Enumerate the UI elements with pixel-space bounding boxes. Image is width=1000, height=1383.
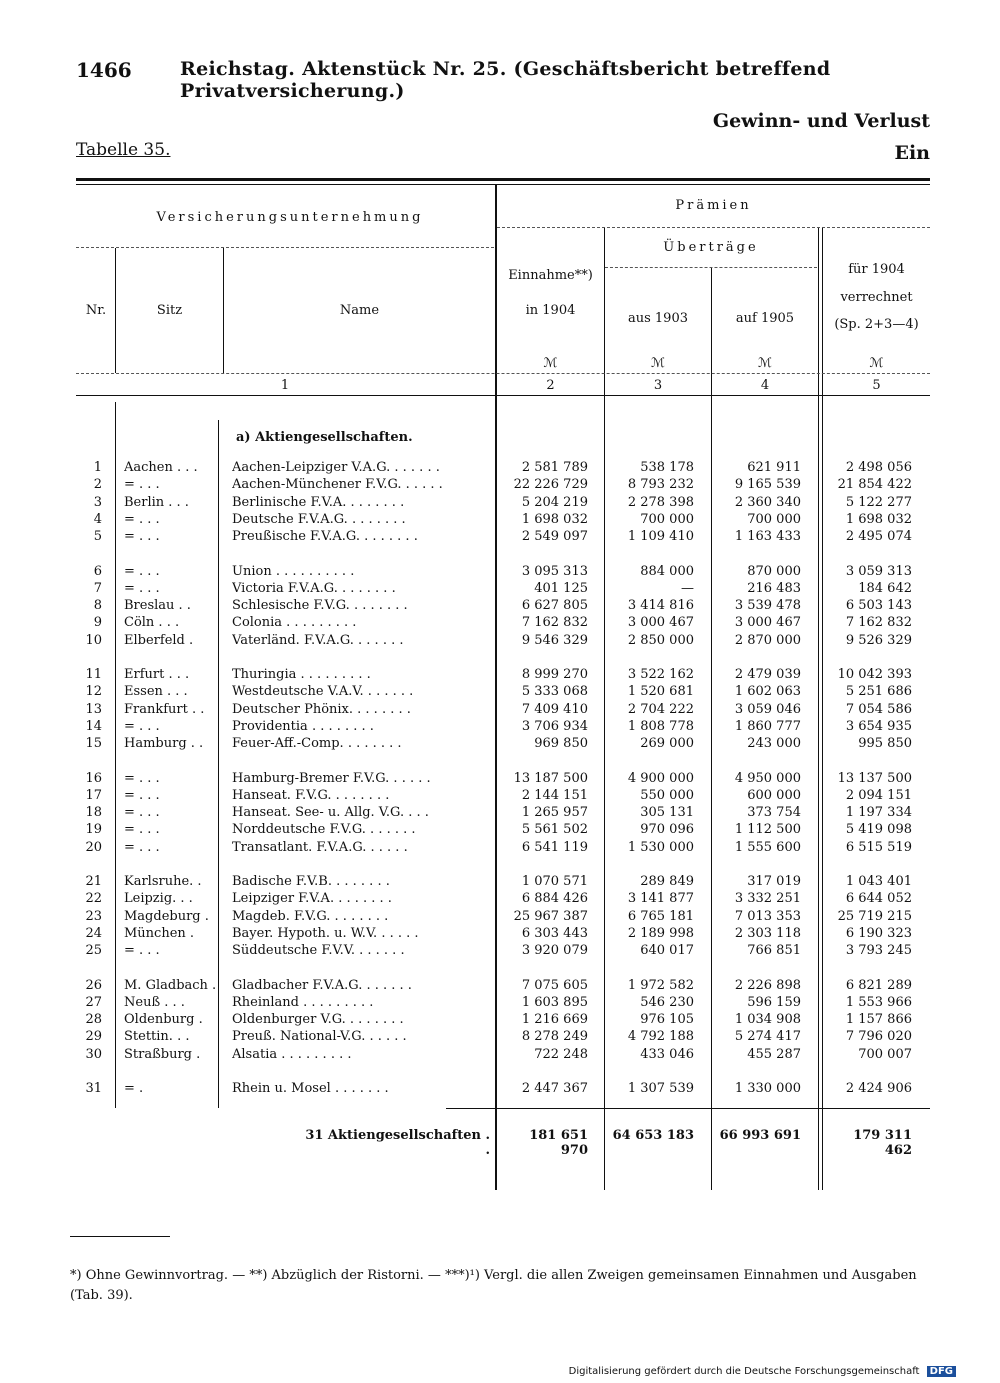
- header-auf: auf 1905: [735, 311, 795, 326]
- table-top-rule: [76, 178, 930, 181]
- cell-v4: 596 159: [747, 994, 801, 1010]
- cell-name: Thuringia . . . . . . . . .: [232, 667, 371, 682]
- cell-v2: 401 125: [534, 580, 588, 596]
- cell-v2: 7 409 410: [521, 701, 588, 717]
- cell-name: Victoria F.V.A.G. . . . . . . .: [232, 580, 396, 596]
- cell-v4: 317 019: [747, 874, 801, 889]
- cell-nr: 24: [85, 925, 102, 941]
- cell-v5: 1 157 866: [845, 1012, 912, 1028]
- cell-nr: 25: [85, 943, 102, 959]
- cell-v2: 9 546 329: [521, 632, 588, 648]
- cell-sitz: Leipzig. . .: [124, 891, 193, 907]
- total-einnahme: 181 651 970: [529, 1128, 588, 1158]
- cell-v2: 7 162 832: [521, 615, 588, 631]
- total-label: 31 Aktiengesellschaften . .: [305, 1128, 490, 1158]
- cell-sitz: Stettin. . .: [124, 1029, 190, 1045]
- cell-sitz: = . . .: [124, 718, 160, 734]
- cell-name: Rhein u. Mosel . . . . . . .: [232, 1081, 389, 1096]
- cell-v2: 722 248: [534, 1046, 588, 1062]
- table-row: [0, 684, 1000, 701]
- header-name: Name: [339, 303, 380, 318]
- cell-sitz: = . . .: [124, 511, 160, 527]
- cell-v5: 5 122 277: [845, 494, 912, 510]
- cell-v5: 995 850: [858, 736, 912, 752]
- cell-v4: 2 479 039: [734, 667, 801, 682]
- cell-v4: 216 483: [747, 580, 801, 596]
- cell-v2: 5 204 219: [521, 494, 588, 510]
- cell-v5: 21 854 422: [837, 477, 912, 493]
- table-row: [0, 512, 1000, 529]
- col-number-4: 4: [760, 378, 770, 393]
- cell-v5: 1 698 032: [845, 511, 912, 527]
- cell-name: Bayer. Hypoth. u. W.V. . . . . .: [232, 925, 419, 941]
- cell-v5: 13 137 500: [837, 770, 912, 786]
- cell-v5: 184 642: [858, 580, 912, 596]
- cell-name: Oldenburger V.G. . . . . . . .: [232, 1012, 404, 1028]
- cell-sitz: M. Gladbach .: [124, 977, 216, 993]
- cell-v4: 600 000: [747, 787, 801, 803]
- cell-v3: 3 522 162: [627, 667, 694, 682]
- total-aus: 64 653 183: [612, 1128, 694, 1143]
- footnote: *) Ohne Gewinnvortrag. — **) Abzüglich der Ristorni. — ***)¹) Vergl. die allen Zweigen gemeinsamen Einnahmen und Ausgaben (Tab. 39).: [70, 1268, 917, 1303]
- cell-v2: 1 603 895: [521, 994, 588, 1010]
- cell-v3: 6 765 181: [627, 908, 694, 924]
- dfg-logo: DFG: [927, 1366, 956, 1377]
- cell-sitz: = . . .: [124, 805, 160, 821]
- cell-v2: 1 265 957: [521, 805, 588, 821]
- cell-name: Berlinische F.V.A. . . . . . . .: [232, 494, 405, 510]
- cell-nr: 18: [85, 805, 102, 821]
- cell-v2: 3 920 079: [521, 943, 588, 959]
- cell-v3: 640 017: [640, 943, 694, 959]
- table-row: [0, 771, 1000, 788]
- cell-nr: 5: [93, 529, 102, 545]
- cell-nr: 17: [85, 787, 102, 803]
- cell-v5: 2 424 906: [845, 1081, 912, 1096]
- cell-v2: 2 549 097: [521, 529, 588, 545]
- divider: [497, 227, 930, 228]
- table-row: [0, 581, 1000, 598]
- cell-v5: 2 495 074: [845, 529, 912, 545]
- cell-name: Deutsche F.V.A.G. . . . . . . .: [232, 511, 406, 527]
- cell-sitz: = .: [124, 1081, 144, 1096]
- cell-name: Alsatia . . . . . . . . .: [232, 1046, 352, 1062]
- col-number-2: 2: [546, 378, 555, 393]
- cell-v5: 1 197 334: [845, 805, 912, 821]
- table-row: [0, 822, 1000, 839]
- cell-v5: 1 043 401: [845, 874, 912, 889]
- cell-name: Union . . . . . . . . . .: [232, 563, 355, 579]
- cell-sitz: Magdeburg .: [124, 908, 209, 924]
- unit-3: ℳ: [651, 356, 665, 371]
- cell-nr: 29: [85, 1029, 102, 1045]
- cell-name: Norddeutsche F.V.G. . . . . . .: [232, 822, 416, 838]
- cell-v5: 6 515 519: [845, 839, 912, 855]
- cell-name: Rheinland . . . . . . . . .: [232, 994, 374, 1010]
- cell-v3: 1 109 410: [627, 529, 694, 545]
- cell-v3: 1 972 582: [627, 977, 694, 993]
- divider: [711, 268, 712, 395]
- cell-v3: 1 520 681: [627, 684, 694, 700]
- header-verrechnet-2: verrechnet: [840, 290, 913, 305]
- cell-v5: 6 190 323: [845, 925, 912, 941]
- cell-name: Preußische F.V.A.G. . . . . . . .: [232, 529, 418, 545]
- cell-name: Deutscher Phönix. . . . . . . .: [232, 701, 411, 717]
- table-row: [0, 909, 1000, 926]
- cell-nr: 31: [85, 1081, 102, 1096]
- header-einnahme-sub: in 1904: [525, 303, 576, 318]
- section-title: a) Aktiengesellschaften.: [236, 430, 413, 445]
- cell-nr: 14: [85, 718, 102, 734]
- cell-v2: 2 144 151: [521, 787, 588, 803]
- cell-sitz: Essen . . .: [124, 684, 188, 700]
- cell-v5: 3 059 313: [845, 563, 912, 579]
- cell-v3: 3 414 816: [627, 598, 694, 614]
- cell-v5: 9 526 329: [845, 632, 912, 648]
- cell-name: Hanseat. F.V.G. . . . . . . .: [232, 787, 390, 803]
- cell-v4: 1 860 777: [734, 718, 801, 734]
- cell-sitz: Straßburg .: [124, 1046, 201, 1062]
- total-auf: 66 993 691: [719, 1128, 801, 1143]
- cell-nr: 11: [85, 667, 102, 682]
- cell-v3: 970 096: [640, 822, 694, 838]
- header-verrechnet-1: für 1904: [848, 262, 905, 277]
- divider: [605, 267, 817, 268]
- header-bottom-rule: [76, 395, 930, 396]
- table-row: [0, 995, 1000, 1012]
- credit-text: Digitalisierung gefördert durch die Deutsche Forschungsgemeinschaft: [568, 1366, 920, 1377]
- table-row: [0, 667, 1000, 684]
- cell-nr: 12: [85, 684, 102, 700]
- cell-v3: 269 000: [640, 736, 694, 752]
- cell-v5: 700 007: [858, 1046, 912, 1062]
- cell-v4: 2 870 000: [734, 632, 801, 648]
- cell-v3: 2 704 222: [627, 701, 694, 717]
- cell-nr: 16: [85, 770, 102, 786]
- cell-v3: 1 307 539: [627, 1081, 694, 1096]
- cell-sitz: = . . .: [124, 477, 160, 493]
- cell-nr: 23: [85, 908, 102, 924]
- cell-v2: 25 967 387: [513, 908, 588, 924]
- cell-name: Badische F.V.B. . . . . . . .: [232, 874, 390, 889]
- table-row: [0, 702, 1000, 719]
- cell-name: Westdeutsche V.A.V. . . . . . .: [232, 684, 414, 700]
- table-row: [0, 1029, 1000, 1046]
- cell-v3: 2 278 398: [627, 494, 694, 510]
- cell-name: Leipziger F.V.A. . . . . . . .: [232, 891, 392, 907]
- cell-v5: 5 419 098: [845, 822, 912, 838]
- cell-name: Providentia . . . . . . . .: [232, 718, 374, 734]
- cell-v5: 7 054 586: [845, 701, 912, 717]
- cell-v2: 1 070 571: [521, 874, 588, 889]
- unit-2: ℳ: [543, 356, 558, 371]
- cell-v4: 455 287: [747, 1046, 801, 1062]
- cell-v2: 969 850: [534, 736, 588, 752]
- cell-v3: 3 000 467: [627, 615, 694, 631]
- table-row: [0, 529, 1000, 546]
- cell-v4: 2 360 340: [734, 494, 801, 510]
- footnote-rule: [70, 1236, 170, 1237]
- cell-v2: 6 303 443: [521, 925, 588, 941]
- cell-v4: 1 555 600: [734, 839, 801, 855]
- cell-sitz: Erfurt . . .: [124, 667, 190, 682]
- cell-name: Schlesische F.V.G. . . . . . . .: [232, 598, 408, 614]
- cell-v3: 1 530 000: [627, 839, 694, 855]
- cell-name: Colonia . . . . . . . . .: [232, 615, 357, 631]
- header-nr: Nr.: [85, 303, 107, 318]
- divider: [76, 247, 494, 248]
- cell-sitz: = . . .: [124, 529, 160, 545]
- cell-sitz: Neuß . . .: [124, 994, 185, 1010]
- cell-v5: 7 796 020: [845, 1029, 912, 1045]
- cell-v4: 1 112 500: [734, 822, 801, 838]
- cell-nr: 30: [85, 1046, 102, 1062]
- cell-v5: 2 498 056: [845, 460, 912, 475]
- cell-nr: 19: [85, 822, 102, 838]
- cell-v2: 13 187 500: [513, 770, 588, 786]
- header-unternehmung: Versicherungsunternehmung: [156, 210, 424, 225]
- cell-v3: 550 000: [640, 787, 694, 803]
- cell-name: Aachen-Leipziger V.A.G. . . . . . .: [232, 460, 440, 475]
- cell-v4: 621 911: [747, 460, 801, 475]
- cell-name: Süddeutsche F.V.V. . . . . . .: [232, 943, 405, 959]
- cell-v4: 3 332 251: [734, 891, 801, 907]
- divider: [818, 228, 819, 395]
- cell-v2: 22 226 729: [513, 477, 588, 493]
- table-row: [0, 788, 1000, 805]
- header-uebertraege: Überträge: [663, 240, 759, 255]
- cell-v3: 2 850 000: [627, 632, 694, 648]
- table-row: [0, 719, 1000, 736]
- cell-name: Transatlant. F.V.A.G. . . . . .: [232, 839, 408, 855]
- digitization-credit: [569, 1366, 956, 1377]
- cell-v2: 5 333 068: [521, 684, 588, 700]
- table-row: [0, 805, 1000, 822]
- cell-nr: 21: [85, 874, 102, 889]
- col-number-1: 1: [280, 378, 290, 393]
- cell-name: Aachen-Münchener F.V.G. . . . . .: [232, 477, 443, 493]
- header-sitz: Sitz: [156, 303, 183, 318]
- cell-v3: 700 000: [640, 511, 694, 527]
- cell-v4: 5 274 417: [734, 1029, 801, 1045]
- cell-nr: 22: [85, 891, 102, 907]
- cell-sitz: München .: [124, 925, 195, 941]
- page-number: 1466: [76, 58, 132, 82]
- cell-v4: 2 303 118: [734, 925, 801, 941]
- cell-v2: 3 706 934: [521, 718, 588, 734]
- cell-sitz: Elberfeld .: [124, 632, 194, 648]
- cell-nr: 4: [93, 511, 102, 527]
- cell-nr: 1: [93, 460, 102, 475]
- cell-sitz: Hamburg . .: [124, 736, 204, 752]
- cell-v3: 2 189 998: [627, 925, 694, 941]
- cell-nr: 2: [93, 477, 102, 493]
- cell-v3: 3 141 877: [627, 891, 694, 907]
- table-row: [0, 495, 1000, 512]
- cell-nr: 10: [85, 632, 102, 648]
- cell-v4: 9 165 539: [734, 477, 801, 493]
- table-row: [0, 1047, 1000, 1064]
- total-rule: [446, 1108, 930, 1109]
- header-verrechnet-3: (Sp. 2+3—4): [834, 317, 919, 332]
- cell-v3: 1 808 778: [627, 718, 694, 734]
- table-row: [0, 1081, 1000, 1098]
- table-row: [0, 598, 1000, 615]
- cell-sitz: Cöln . . .: [124, 615, 180, 631]
- cell-v4: 3 539 478: [734, 598, 801, 614]
- cell-nr: 20: [85, 839, 102, 855]
- cell-nr: 26: [85, 977, 102, 993]
- cell-name: Vaterländ. F.V.A.G. . . . . . .: [232, 632, 404, 648]
- cell-name: Hanseat. See- u. Allg. V.G. . . .: [232, 805, 429, 821]
- cell-name: Preuß. National-V.G. . . . . .: [232, 1029, 407, 1045]
- cell-v4: 373 754: [747, 805, 801, 821]
- cell-nr: 15: [85, 736, 102, 752]
- total-verrechnet: 179 311 462: [853, 1128, 912, 1158]
- cell-nr: 13: [85, 701, 102, 717]
- table-row: [0, 633, 1000, 650]
- table-row: [0, 943, 1000, 960]
- cell-v3: 538 178: [640, 460, 694, 475]
- cell-nr: 8: [93, 598, 102, 614]
- cell-v4: 3 059 046: [734, 701, 801, 717]
- cell-v5: 6 821 289: [845, 977, 912, 993]
- cell-v4: 766 851: [747, 943, 801, 959]
- cell-sitz: Oldenburg .: [124, 1012, 203, 1028]
- cell-name: Gladbacher F.V.A.G. . . . . . .: [232, 977, 412, 993]
- cell-sitz: = . . .: [124, 580, 160, 596]
- cell-v2: 5 561 502: [521, 822, 588, 838]
- cell-v3: 976 105: [640, 1012, 694, 1028]
- cell-v2: 1 698 032: [521, 511, 588, 527]
- cell-sitz: = . . .: [124, 943, 160, 959]
- divider: [76, 373, 930, 374]
- table-row: [0, 874, 1000, 891]
- cell-nr: 6: [93, 563, 102, 579]
- cell-v5: 3 654 935: [845, 718, 912, 734]
- cell-v4: 243 000: [747, 736, 801, 752]
- table-row: [0, 1012, 1000, 1029]
- table-row: [0, 926, 1000, 943]
- cell-name: Feuer-Aff.-Comp. . . . . . . .: [232, 736, 402, 752]
- cell-v4: 1 163 433: [734, 529, 801, 545]
- cell-nr: 7: [93, 580, 102, 596]
- col-number-5: 5: [872, 378, 881, 393]
- cell-v5: 5 251 686: [845, 684, 912, 700]
- cell-v5: 7 162 832: [845, 615, 912, 631]
- cell-v3: 289 849: [640, 874, 694, 889]
- cell-v4: 1 602 063: [734, 684, 801, 700]
- cell-sitz: = . . .: [124, 563, 160, 579]
- cell-v2: 3 095 313: [521, 563, 588, 579]
- cell-sitz: = . . .: [124, 822, 160, 838]
- cell-name: Hamburg-Bremer F.V.G. . . . . .: [232, 770, 431, 786]
- cell-v2: 6 627 805: [521, 598, 588, 614]
- table-row: [0, 477, 1000, 494]
- cell-nr: 3: [93, 494, 102, 510]
- table-row: [0, 840, 1000, 857]
- cell-v2: 1 216 669: [521, 1012, 588, 1028]
- cell-sitz: Frankfurt . .: [124, 701, 205, 717]
- cell-sitz: Aachen . . .: [124, 460, 198, 475]
- cell-v4: 870 000: [747, 563, 801, 579]
- cell-v4: 1 034 908: [734, 1012, 801, 1028]
- cell-sitz: = . . .: [124, 787, 160, 803]
- cell-v4: 2 226 898: [734, 977, 801, 993]
- cell-v5: 10 042 393: [837, 667, 912, 682]
- cell-v2: 6 541 119: [521, 839, 588, 855]
- cell-nr: 28: [85, 1012, 102, 1028]
- unit-5: ℳ: [869, 356, 884, 371]
- cell-v3: —: [681, 580, 694, 596]
- cell-v5: 6 644 052: [845, 891, 912, 907]
- table-row: [0, 891, 1000, 908]
- cell-v2: 7 075 605: [521, 977, 588, 993]
- cell-v2: 2 581 789: [521, 460, 588, 475]
- header-einnahme: Einnahme**): [508, 268, 593, 283]
- cell-sitz: Breslau . .: [124, 598, 191, 614]
- cell-v3: 884 000: [640, 563, 694, 579]
- cell-v3: 305 131: [640, 805, 694, 821]
- cell-v2: 6 884 426: [521, 891, 588, 907]
- cell-v3: 433 046: [640, 1046, 694, 1062]
- cell-sitz: Karlsruhe. .: [124, 874, 202, 889]
- cell-v4: 4 950 000: [734, 770, 801, 786]
- cell-v5: 2 094 151: [845, 787, 912, 803]
- cell-sitz: = . . .: [124, 839, 160, 855]
- cell-v3: 8 793 232: [627, 477, 694, 493]
- cell-v4: 7 013 353: [734, 908, 801, 924]
- cell-v3: 4 900 000: [627, 770, 694, 786]
- section-subheading: Ein: [894, 142, 930, 164]
- cell-v5: 6 503 143: [845, 598, 912, 614]
- cell-v4: 1 330 000: [734, 1081, 801, 1096]
- page-title: Reichstag. Aktenstück Nr. 25. (Geschäftsbericht betreffend Privatversicherung.): [180, 58, 831, 102]
- cell-v2: 2 447 367: [521, 1081, 588, 1096]
- cell-v2: 8 999 270: [521, 667, 588, 682]
- cell-v5: 3 793 245: [845, 943, 912, 959]
- cell-sitz: Berlin . . .: [124, 494, 189, 510]
- table-label: Tabelle 35.: [76, 140, 171, 160]
- table-row: [0, 615, 1000, 632]
- table-top-rule-thin: [76, 184, 930, 185]
- table-row: [0, 736, 1000, 753]
- cell-v5: 1 553 966: [845, 994, 912, 1010]
- cell-v4: 3 000 467: [734, 615, 801, 631]
- cell-sitz: = . . .: [124, 770, 160, 786]
- cell-v3: 4 792 188: [627, 1029, 694, 1045]
- cell-nr: 9: [93, 615, 102, 631]
- cell-v5: 25 719 215: [837, 908, 912, 924]
- table-row: [0, 564, 1000, 581]
- cell-v3: 546 230: [640, 994, 694, 1010]
- cell-v2: 8 278 249: [521, 1029, 588, 1045]
- cell-name: Magdeb. F.V.G. . . . . . . .: [232, 908, 389, 924]
- section-heading: Gewinn- und Verlust: [712, 110, 930, 132]
- table-row: [0, 460, 1000, 477]
- header-praemien: Prämien: [675, 198, 752, 213]
- col-number-3: 3: [653, 378, 663, 393]
- cell-nr: 27: [85, 994, 102, 1010]
- header-aus: aus 1903: [627, 311, 688, 326]
- table-row: [0, 978, 1000, 995]
- unit-4: ℳ: [758, 356, 772, 371]
- cell-v4: 700 000: [747, 511, 801, 527]
